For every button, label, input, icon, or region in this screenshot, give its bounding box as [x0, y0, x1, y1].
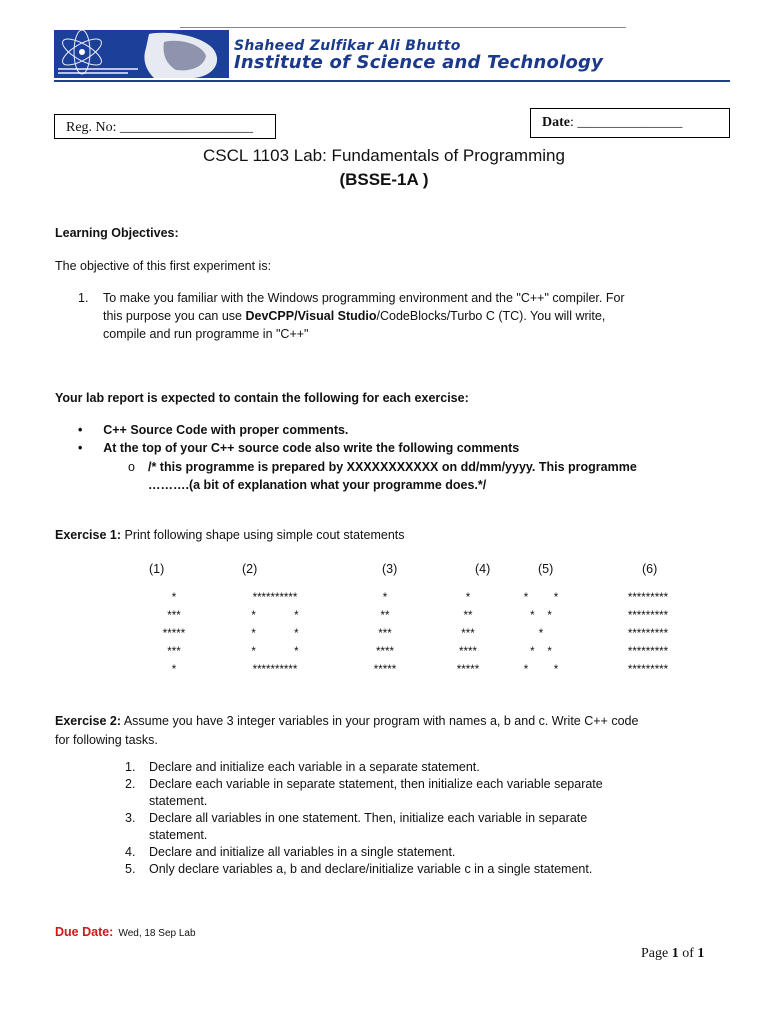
task-text: Declare and initialize all variables in a single statement. [149, 845, 456, 859]
task-text: statement. [149, 794, 208, 808]
shape-cell: * [171, 664, 177, 676]
shape-cell: ********** [252, 664, 298, 676]
report-sub-marker: o [128, 460, 135, 474]
task-number: 3. [125, 811, 136, 825]
task-number: 1. [125, 760, 136, 774]
shape-cell: *** [461, 628, 475, 640]
task-text: Only declare variables a, b and declare/initialize variable c in a single statement. [149, 862, 593, 876]
shape-cell: ********** [252, 592, 298, 604]
report-bullet-1: • C++ Source Code with proper comments. [78, 423, 349, 437]
objectives-intro: The objective of this first experiment is: [55, 259, 272, 273]
shape-label: (5) [538, 562, 554, 576]
page-number: Page 1 of 1 [641, 946, 705, 961]
shape-cell: ***** [456, 664, 480, 676]
shape-cell: * * [251, 646, 299, 658]
shape-cell: * * [523, 592, 559, 604]
shape-cell: * * [251, 628, 299, 640]
task-text: statement. [149, 828, 208, 842]
institute-name-line1: Shaheed Zulfikar Ali Bhutto [234, 38, 461, 54]
shape-cell: * [465, 592, 471, 604]
reg-no-label: Reg. No: ___________________ [66, 120, 254, 135]
shape-cell: * * [530, 646, 552, 658]
date-label: Date [542, 115, 570, 130]
shape-cell: *** [167, 610, 181, 622]
shape-cell: ********* [627, 628, 669, 640]
objective-line-1: To make you familiar with the Windows programming environment and the "C++" compiler. For [103, 291, 625, 305]
objectives-heading: Learning Objectives: [55, 226, 179, 240]
objective-line-3: compile and run programme in "C++" [103, 327, 309, 341]
shape-cell: ** [380, 610, 390, 622]
reg-no-box [54, 114, 276, 139]
header-bottom-rule [54, 80, 730, 82]
shape-cell: * [538, 628, 544, 640]
due-date-label: Due Date: [55, 925, 114, 939]
shape-cell: * * [251, 610, 299, 622]
exercise1-heading: Exercise 1: Print following shape using simple cout statements [55, 528, 405, 542]
shape-label: (3) [382, 562, 398, 576]
report-heading: Your lab report is expected to contain the following for each exercise: [55, 391, 469, 405]
exercise2-heading-line2: for following tasks. [55, 733, 158, 747]
task-number: 5. [125, 862, 136, 876]
date-box [530, 108, 730, 138]
shape-label: (6) [642, 562, 658, 576]
shape-cell: * [171, 592, 177, 604]
shape-cell: * * [523, 664, 559, 676]
shape-cell: *** [167, 646, 181, 658]
date-value: : _______________ [570, 115, 683, 130]
task-text: Declare all variables in one statement. Then, initialize each variable in separate [149, 811, 588, 825]
shape-label: (2) [242, 562, 258, 576]
task-number: 2. [125, 777, 136, 791]
objective-number: 1. [78, 291, 89, 305]
shape-cell: * [382, 592, 388, 604]
shape-label: (4) [475, 562, 491, 576]
due-date-value: Wed, 18 Sep Lab [118, 928, 196, 939]
shape-cell: ***** [162, 628, 186, 640]
task-text: Declare and initialize each variable in a separate statement. [149, 760, 480, 774]
exercise2-heading: Exercise 2: Assume you have 3 integer variables in your program with names a, b and c. Write C++ code [55, 714, 639, 728]
shape-cell: **** [376, 646, 394, 658]
shape-cell: ***** [373, 664, 397, 676]
objective-line-2: this purpose you can use DevCPP/Visual Studio/CodeBlocks/Turbo C (TC). You will write, [103, 309, 606, 323]
lab-section: (BSSE-1A ) [339, 170, 429, 189]
shape-cell: ********* [627, 610, 669, 622]
due-date [55, 921, 196, 940]
report-sub-line-1: /* this programme is prepared by XXXXXXXXXXX on dd/mm/yyyy. This programme [148, 460, 637, 474]
shape-cell: ** [463, 610, 473, 622]
report-sub-line-2: ……….(a bit of explanation what your programme does.*/ [148, 478, 487, 492]
shape-cell: ********* [627, 592, 669, 604]
task-text: Declare each variable in separate statement, then initialize each variable separate [149, 777, 603, 791]
shape-cell: * * [530, 610, 552, 622]
shape-cell: ********* [627, 646, 669, 658]
header-top-rule [180, 27, 626, 28]
szabist-logo-icon [54, 30, 229, 78]
shape-cell: *** [378, 628, 392, 640]
task-number: 4. [125, 845, 136, 859]
report-bullet-2: • At the top of your C++ source code also write the following comments [78, 441, 520, 455]
lab-title: CSCL 1103 Lab: Fundamentals of Programming [203, 146, 565, 165]
institute-name-line2: Institute of Science and Technology [234, 52, 604, 73]
shape-cell: **** [459, 646, 477, 658]
shape-cell: ********* [627, 664, 669, 676]
shape-label: (1) [149, 562, 165, 576]
